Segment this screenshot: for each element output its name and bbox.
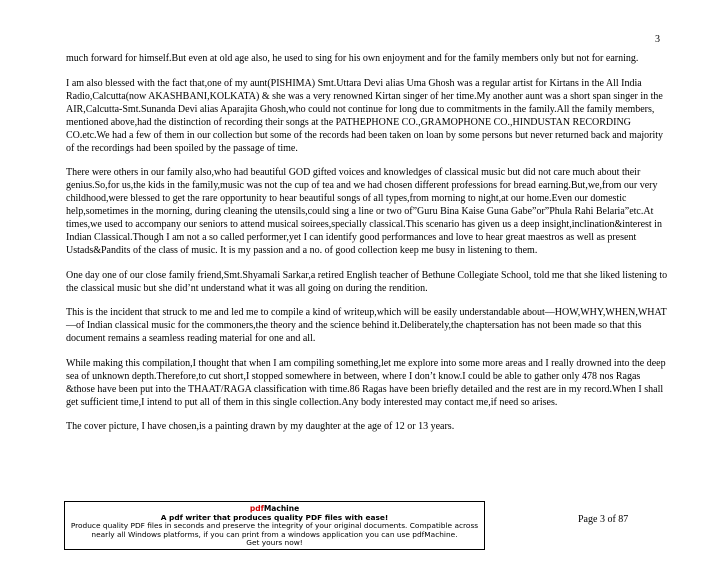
paragraph: While making this compilation,I thought that when I am compiling something,let me explore into some more areas and I really drowned into the deep sea of unknown depth.Therefore,to cut short,I stopped somewhere in between, where I don’t know.I could be able to gather only 478 nos Ragas &those have been put into the THAAT/RAGA classification with time.86 Ragas have been briefly detailed and the rest are in my record.When I shall get sufficient time,I intend to put all of them in this single collection.Any body interested may contact me,if need so arises. — [66, 357, 666, 408]
page-of-indicator: Page 3 of 87 — [578, 514, 629, 525]
page-number: 3 — [655, 34, 660, 45]
paragraph: One day one of our close family friend,Smt.Shyamali Sarkar,a retired English teacher of Bethune Collegiate School, told me that she liked listening to the classical music but she did’nt understand what it was all going on during the rendition. — [66, 269, 668, 294]
paragraph: I am also blessed with the fact that,one of my aunt(PISHIMA) Smt.Uttara Devi alias Uma Ghosh was a regular artist for Kirtans in the All India Radio,Calcutta(now AKASHBANI,KOLKATA) & she was a very renowned Kirtan singer of her time.My another aunt was a short span singer in the AIR,Calcutta-Smt.Sunanda Devi alias Aparajita Ghosh,who could not continue for long due to commitments in the family.All the family members, mentioned above,had the distinction of recording their songs at the PATHEPHONE CO.,GRAMOPHONE CO.,HINDUSTAN RECORDING CO.etc.We had a few of them in our collection but some of the records had been taken on loan by some persons but never returned back and majority of the recordings had been spoiled by the passage of time. — [66, 77, 664, 154]
paragraph: This is the incident that struck to me and led me to compile a kind of writeup,which will be easily understandable about—HOW,WHY,WHEN,WHAT—of Indian classical music for the commoners,the theory and the science behind it.Deliberately,the chaptersation has not been made so that this document remains a seamless reading material for one and all. — [66, 307, 667, 344]
banner-call-to-action: Get yours now! — [246, 538, 303, 548]
paragraph: There were others in our family also,who had beautiful GOD gifted voices and knowledges of classical music but did not care much about their genius.So,for us,the kids in the family,music was not the cup of tea and we had chosen different professions for bread earning.But,we,from our very childhood,were blessed to get the rare opportunity to hear beautiful songs of all types,from morning to night,at our home.Even our domestic help,sometimes in the morning, during cleaning the utensils,could sing a line or two of”Guru Bina Kaise Guna Gabe”or”Phula Rahi Belaria”etc.At times,we used to accompany our seniors to attend musical soirees,specially classical.This scenario has given us a deep insight,inclination&interest in Indian Classical.Though I am not a so called performer,yet I can identify good performances and love to hear great maestros as well as present Ustads&Pandits of the class of music. It is my passion and a no. of good collection keep me busy in listening to them. — [66, 167, 662, 256]
document-body — [66, 52, 670, 445]
paragraph: much forward for himself.But even at old age also, he used to sing for his own enjoyment and for the family members only but not for earning. — [66, 53, 639, 64]
logo-machine-text: Machine — [263, 504, 300, 513]
logo-pdf-text: pdf — [249, 504, 264, 513]
banner-tagline: A pdf writer that produces quality PDF files with ease! — [160, 512, 389, 522]
banner-line: nearly all Windows platforms, if you can print from a windows application you can use pdfMachine. — [91, 529, 458, 539]
pdfmachine-banner[interactable] — [64, 501, 485, 550]
banner-line: Produce quality PDF files in seconds and preserve the integrity of your original documents. Compatible across — [70, 521, 479, 531]
paragraph: The cover picture, I have chosen,is a painting drawn by my daughter at the age of 12 or 13 years. — [66, 421, 455, 432]
